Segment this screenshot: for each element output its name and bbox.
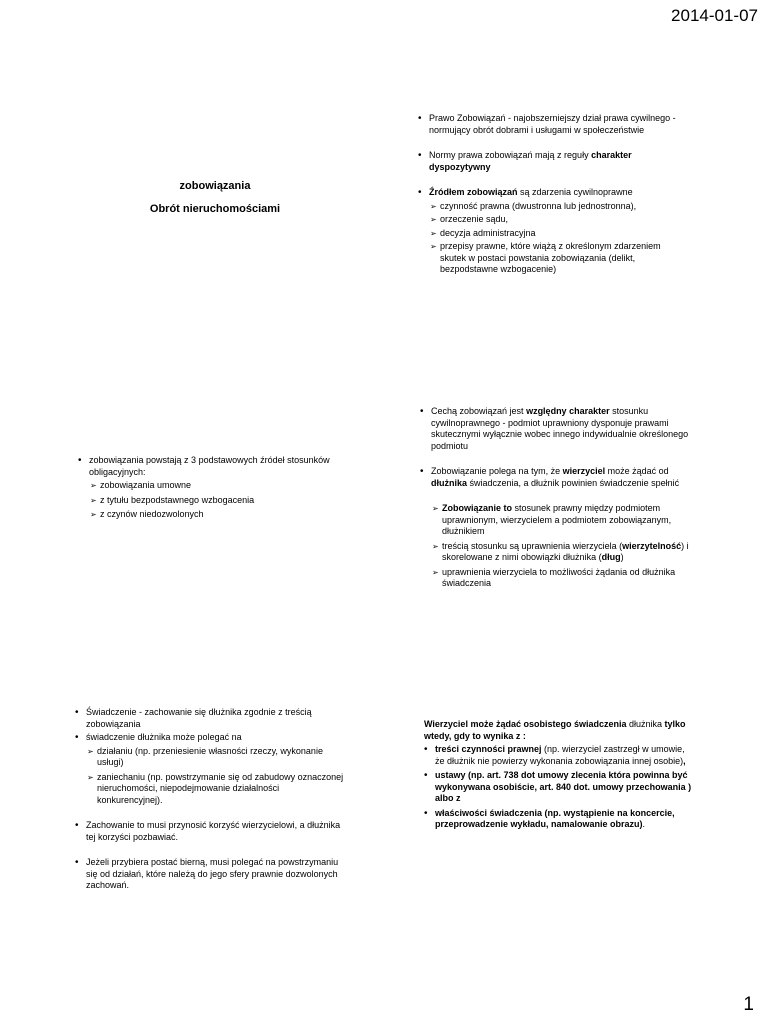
list-item: • Zachowanie to musi przynosić korzyść wierzycielowi, a dłużnika tej korzyści pozbawiać.: [73, 820, 345, 843]
list-item: • Świadczenie - zachowanie się dłużnika zgodnie z treścią zobowiązania: [73, 707, 345, 730]
sub-list-item: ➢ treścią stosunku są uprawnienia wierzyciela (wierzytelność) i skorelowane z nimi obowiązki dłużnika (dług): [432, 541, 690, 564]
slide-6-intro: Wierzyciel może żądać osobistego świadczenia dłużnika tylko wtedy, gdy to wynika z :: [424, 719, 686, 741]
sub-list-item: ➢ z czynów niedozwolonych: [90, 509, 346, 521]
list-item: • treści czynności prawnej (np. wierzyciel zastrzegł w umowie, że dłużnik nie powierzy wykonania zobowiązania innej osobie),: [422, 744, 692, 767]
sub-list-item: ➢ zobowiązania umowne: [90, 480, 346, 492]
list-item: • Prawo Zobowiązań - najobszerniejszy dział prawa cywilnego - normujący obrót dobrami i usługami w społeczeństwie: [416, 113, 686, 136]
slide-5-notes: [73, 707, 345, 892]
list-item: • Źródłem zobowiązań są zdarzenia cywilnoprawne: [416, 187, 686, 199]
sub-list-item: ➢ uprawnienia wierzyciela to możliwości żądania od dłużnika świadczenia: [432, 567, 690, 590]
list-item: • zobowiązania powstają z 3 podstawowych źródeł stosunków obligacyjnych:: [76, 455, 346, 478]
sub-list-item: ➢ z tytułu bezpodstawnego wzbogacenia: [90, 495, 346, 507]
sub-list-item: ➢ orzeczenie sądu,: [430, 214, 686, 226]
slide-subtitle: Obrót nieruchomościami: [149, 203, 281, 215]
list-item: • świadczenie dłużnika może polegać na: [73, 732, 345, 744]
sub-list-item: ➢ zaniechaniu (np. powstrzymanie się od zabudowy oznaczonej nieruchomości, niepodejmowanie działalności konkurencyjnej).: [87, 772, 345, 807]
slide-2-notes: [416, 113, 686, 276]
list-item: • Jeżeli przybiera postać bierną, musi polegać na powstrzymaniu się od działań, które należą do jego sfery prawnie dozwolonych zachowań.: [73, 857, 345, 892]
sub-list-item: ➢ Zobowiązanie to stosunek prawny między podmiotem uprawnionym, wierzycielem a podmiotem zobowiązanym, dłużnikiem: [432, 503, 690, 538]
page-number: 1: [743, 994, 754, 1015]
list-item: • Normy prawa zobowiązań mają z reguły charakter dyspozytywny: [416, 150, 686, 173]
sub-list-item: ➢ działaniu (np. przeniesienie własności rzeczy, wykonanie usługi): [87, 746, 345, 769]
list-item: • Cechą zobowiązań jest względny charakter stosunku cywilnoprawnego - podmiot uprawniony dysponuje prawami skutecznymi wyłącznie wobec innego indywidualnie określonego podmiotu: [418, 406, 690, 452]
list-item: • Zobowiązanie polega na tym, że wierzyciel może żądać od dłużnika świadczenia, a dłużnik powinien świadczenie spełnić: [418, 466, 690, 489]
sub-list-item: ➢ przepisy prawne, które wiążą z określonym zdarzeniem skutek w postaci powstania zobowiązania (delikt, bezpodstawne wzbogacenie): [430, 241, 686, 276]
list-item: • ustawy (np. art. 738 dot umowy zlecenia która powinna być wykonywana osobiście, art. 840 dot. umowy przechowania ) albo z: [422, 770, 692, 805]
slide-title: zobowiązania: [179, 180, 251, 192]
slide-4-notes: [418, 406, 690, 590]
slide-6-notes: [422, 719, 692, 831]
sub-list-item: ➢ decyzja administracyjna: [430, 228, 686, 240]
slide-3-notes: [76, 455, 346, 521]
print-date: 2014-01-07: [671, 6, 758, 25]
list-item: • właściwości świadczenia (np. wystąpienie na koncercie, przeprowadzenie wykładu, namalowanie obrazu).: [422, 808, 692, 831]
sub-list-item: ➢ czynność prawna (dwustronna lub jednostronna),: [430, 201, 686, 213]
